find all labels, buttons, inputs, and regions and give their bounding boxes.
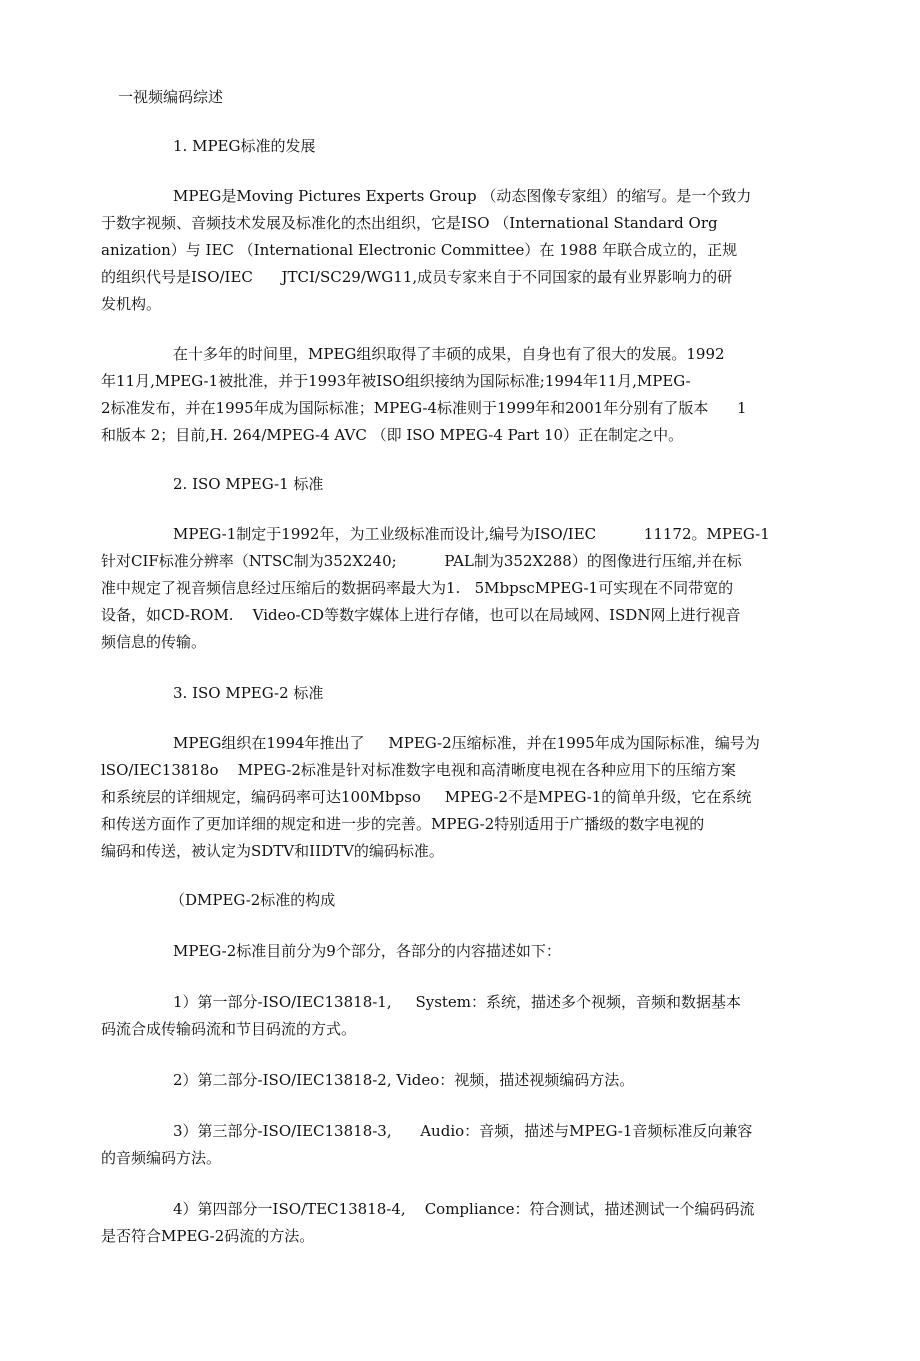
part-1-line-2: 码流合成传输码流和节目码流的方式。 <box>101 1020 357 1038</box>
s1-p1-line-5: 发机构。 <box>101 295 162 313</box>
s3-p1-line-3: 和系统层的详细规定，编码码率可达100Mbpso MPEG-2不是MPEG-1的简单升级，它在系统 <box>101 788 752 806</box>
s1-p2-line-1: 在十多年的时间里，MPEG组织取得了丰硕的成果，自身也有了很大的发展。1992 <box>173 345 725 363</box>
s1-p1-line-2: 于数字视频、音频技术发展及标准化的杰出组织，它是ISO （International Standard Org <box>101 214 718 232</box>
part-2-line-1: 2）第二部分-ISO/IEC13818-2, Video：视频，描述视频编码方法。 <box>173 1071 635 1089</box>
document-title: 一视频编码综述 <box>118 88 224 106</box>
s1-p1-line-1: MPEG是Moving Pictures Experts Group （动态图像专家组）的缩写。是一个致力 <box>173 187 752 205</box>
s2-p1-line-1: MPEG-1制定于1992年，为工业级标准而设计,编号为ISO/IEC 11172。MPEG-1 <box>173 525 770 543</box>
s1-p1-line-4: 的组织代号是ISO/IEC JTCI/SC29/WG11,成员专家来自于不同国家的最有业界影响力的研 <box>101 268 733 286</box>
section-2-heading: 2. ISO MPEG-1 标准 <box>173 475 324 493</box>
mpeg2-parts-intro: MPEG-2标准目前分为9个部分，各部分的内容描述如下： <box>173 942 561 960</box>
s1-p2-line-3: 2标准发布，并在1995年成为国际标准；MPEG-4标准则于1999年和2001年分别有了版本 1 <box>101 399 747 417</box>
s1-p2-line-4: 和版本 2；目前,H. 264/MPEG-4 AVC （即 ISO MPEG-4 Part 10）正在制定之中。 <box>101 426 684 444</box>
part-4-line-1: 4）第四部分一ISO/TEC13818-4, Compliance：符合测试，描述测试一个编码码流 <box>173 1200 755 1218</box>
s3-p1-line-1: MPEG组织在1994年推出了 MPEG-2压缩标准，并在1995年成为国际标准，编号为 <box>173 734 760 752</box>
s1-p2-line-2: 年11月,MPEG-1被批准，并于1993年被ISO组织接纳为国际标准;1994年11月,MPEG- <box>101 372 691 390</box>
section-3-heading: 3. ISO MPEG-2 标准 <box>173 684 324 702</box>
part-1-line-1: 1）第一部分-ISO/IEC13818-1, System：系统，描述多个视频，音频和数据基本 <box>173 993 742 1011</box>
s3-p1-line-4: 和传送方面作了更加详细的规定和进一步的完善。MPEG-2特别适用于广播级的数字电视的 <box>101 815 705 833</box>
mpeg2-composition-subheading: （DMPEG-2标准的构成 <box>170 891 336 909</box>
part-3-line-1: 3）第三部分-ISO/IEC13818-3, Audio：音频，描述与MPEG-1音频标准反向兼容 <box>173 1122 753 1140</box>
part-4-line-2: 是否符合MPEG-2码流的方法。 <box>101 1227 315 1245</box>
s2-p1-line-3: 准中规定了视音频信息经过压缩后的数据码率最大为1. 5MbpscMPEG-1可实现在不同带宽的 <box>101 579 734 597</box>
s3-p1-line-5: 编码和传送，被认定为SDTV和IIDTV的编码标准。 <box>101 842 444 860</box>
section-1-heading: 1. MPEG标准的发展 <box>173 137 316 155</box>
s1-p1-line-3: anization）与 IEC （International Electronic Committee）在 1988 年联合成立的，正规 <box>101 241 738 259</box>
s2-p1-line-2: 针对CIF标准分辨率（NTSC制为352X240; PAL制为352X288）的图像进行压缩,并在标 <box>101 552 742 570</box>
s2-p1-line-5: 频信息的传输。 <box>101 633 207 651</box>
s3-p1-line-2: lSO/IEC13818o MPEG-2标准是针对标准数字电视和高清晰度电视在各种应用下的压缩方案 <box>101 761 736 779</box>
part-3-line-2: 的音频编码方法。 <box>101 1149 222 1167</box>
s2-p1-line-4: 设备，如CD-ROM. Video-CD等数字媒体上进行存储，也可以在局域网、ISDN网上进行视音 <box>101 606 741 624</box>
